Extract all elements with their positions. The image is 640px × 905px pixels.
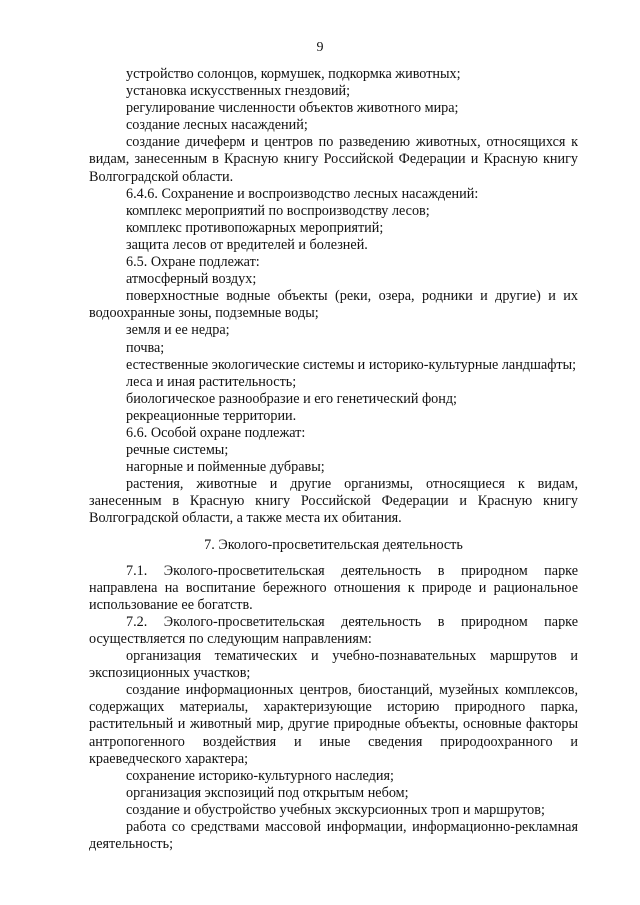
paragraph: поверхностные водные объекты (реки, озера, родники и другие) и их водоохранные зоны, подземные воды; (89, 288, 578, 322)
paragraph: устройство солонцов, кормушек, подкормка животных; (126, 66, 461, 82)
paragraph: создание дичеферм и центров по разведению животных, относящихся к видам, занесенным в Красную книгу Российской Федерации и Красную книгу Волгоградской области. (89, 134, 578, 185)
paragraph: речные системы; (126, 442, 229, 459)
paragraph: земля и ее недра; (126, 322, 230, 339)
paragraph: создание лесных насаждений; (126, 117, 308, 134)
paragraph: леса и иная растительность; (126, 373, 297, 390)
page-content (89, 66, 578, 853)
section-heading: 7. Эколого-просветительская деятельность (204, 536, 463, 553)
paragraph: регулирование численности объектов животного мира; (126, 100, 459, 117)
paragraph: установка искусственных гнездовий; (126, 83, 351, 100)
paragraph: 7.1. Эколого-просветительская деятельность в природном парке направлена на воспитание бережного отношения к природе и рациональное использование ее богатств. (89, 562, 578, 613)
paragraph: рекреационные территории. (126, 407, 297, 424)
paragraph: создание информационных центров, биостанций, музейных комплексов, содержащих материалы, характеризующие историю природного парка, растительный и животный мир, другие природные объекты, основные факторы антропогенного воздействия и иные сведения природоохранного и краеведческого характера; (89, 682, 578, 767)
paragraph: организация тематических и учебно-познавательных маршрутов и экспозиционных участков; (89, 648, 578, 682)
paragraph: нагорные и пойменные дубравы; (126, 459, 325, 476)
paragraph: 6.5. Охране подлежат: (126, 254, 260, 271)
paragraph: естественные экологические системы и историко-культурные ландшафты; (126, 356, 577, 373)
paragraph: 6.4.6. Сохранение и воспроизводство лесных насаждений: (126, 185, 479, 202)
paragraph: комплекс противопожарных мероприятий; (126, 219, 384, 236)
paragraph: атмосферный воздух; (126, 271, 257, 288)
paragraph: организация экспозиций под открытым небом; (126, 784, 409, 801)
paragraph: защита лесов от вредителей и болезней. (126, 236, 368, 253)
paragraph: работа со средствами массовой информации, информационно-рекламная деятельность; (89, 819, 578, 853)
paragraph: комплекс мероприятий по воспроизводству лесов; (126, 202, 430, 219)
paragraph: 6.6. Особой охране подлежат: (126, 424, 306, 441)
paragraph: сохранение историко-культурного наследия; (126, 767, 394, 784)
paragraph: растения, животные и другие организмы, относящиеся к видам, занесенным в Красную книгу Российской Федерации и Красную книгу Волгоградской области, а также места их обитания. (89, 476, 578, 527)
page-number: 9 (316, 40, 324, 55)
paragraph: создание и обустройство учебных экскурсионных троп и маршрутов; (126, 801, 545, 818)
paragraph: 7.2. Эколого-просветительская деятельность в природном парке осуществляется по следующим направлениям: (89, 613, 578, 647)
paragraph: почва; (126, 339, 165, 356)
paragraph: биологическое разнообразие и его генетический фонд; (126, 390, 457, 407)
